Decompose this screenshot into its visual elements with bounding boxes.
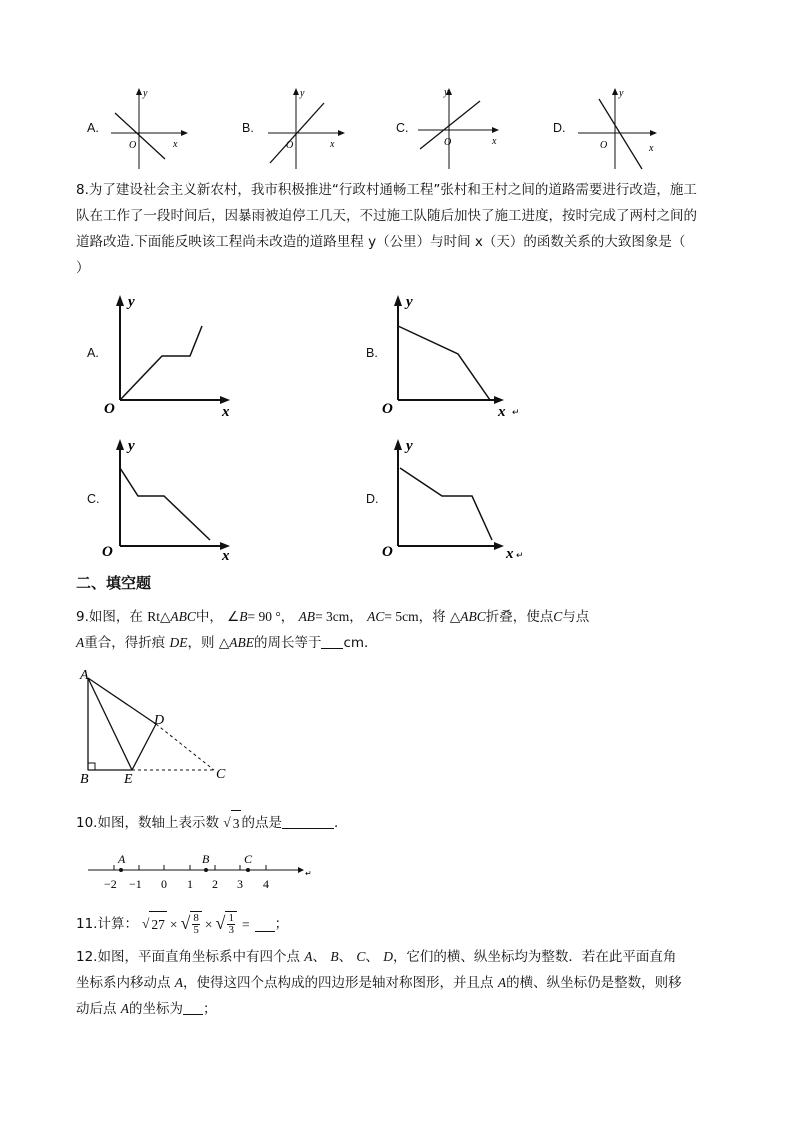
- q9-line-2: [76, 630, 378, 656]
- q9-deg: = 90 °: [247, 609, 281, 624]
- q7-b-origin-label: O: [286, 140, 294, 151]
- q11-frac2-den: 3: [228, 923, 234, 936]
- q10-line: [76, 810, 347, 836]
- q9-mid: 中，: [195, 609, 223, 625]
- q8-d-polyline: [400, 468, 492, 540]
- q8-option-c-graph: [100, 434, 250, 564]
- q11-prefix: 11.计算：: [76, 915, 138, 932]
- q11-frac1-num: 8: [193, 911, 199, 924]
- q8-option-b-graph: [378, 290, 528, 420]
- q9-fig-label-a: A: [80, 668, 89, 683]
- q7-c-y-label: y: [444, 87, 449, 98]
- q8-d-y-label: y: [406, 438, 413, 454]
- q7-option-d-label: D.: [553, 121, 566, 135]
- q9-prefix: 9.如图，在: [76, 609, 143, 625]
- q11-sqrt-2: √ $\frac{8}{5}$: [181, 911, 202, 937]
- q12-d: D: [383, 949, 393, 964]
- q12-line-2: [76, 970, 682, 996]
- q7-d-line: [599, 99, 642, 169]
- q12-a3: A: [497, 975, 507, 990]
- q12-line3-b: 的坐标为: [129, 1001, 184, 1017]
- q8-line-3: 道路改造.下面能反映该工程尚未改造的道路里程 y（公里）与时间 x（天）的函数关系的大致图象是（: [76, 234, 686, 250]
- q12-a: A: [304, 949, 313, 964]
- q11-end: ；: [274, 915, 289, 932]
- numline-point-a: [119, 868, 123, 872]
- q12-line2-b: ，使得这四个点构成的四边形是轴对称图形，并且点: [183, 975, 494, 991]
- q7-option-c-label: C.: [396, 121, 409, 135]
- q9-line2-a: A: [76, 635, 85, 650]
- q8-d-suffix: ↵: [516, 550, 524, 560]
- q12-sep-1: 、: [312, 949, 327, 965]
- q9-yu: 与点: [562, 609, 590, 625]
- q9-ac: AC: [367, 609, 385, 624]
- q7-d-origin-label: O: [600, 140, 608, 151]
- q7-a-y-label: y: [143, 88, 148, 99]
- q8-a-y-label: y: [128, 294, 135, 310]
- q9-abc-2: ABC: [460, 609, 486, 624]
- q9-b: B: [239, 609, 248, 624]
- q11-radicand-1: 27: [149, 911, 167, 937]
- q12-line-1: [76, 944, 676, 970]
- q8-a-origin-label: O: [104, 401, 115, 417]
- numline-point-b: [204, 868, 208, 872]
- q9-rt: Rt: [147, 609, 160, 624]
- q8-option-b-label: B.: [366, 346, 378, 360]
- q7-option-c-graph: [412, 85, 502, 175]
- q8-d-x-label: x: [506, 546, 514, 562]
- q9-perimeter: 的周长等于: [253, 635, 322, 651]
- numline-label-a: A: [118, 852, 126, 866]
- q9-jiang: ，将: [418, 609, 446, 625]
- numline-tick-1: 1: [187, 877, 193, 891]
- numline-end-mark: ↵: [305, 869, 312, 878]
- q11-sqrt-1: √ 27: [142, 911, 167, 937]
- q12-line3-a: 动后点: [76, 1001, 117, 1017]
- q7-b-y-label: y: [300, 88, 305, 99]
- q9-line-1: [76, 604, 589, 630]
- q7-a-x-label: x: [173, 139, 178, 150]
- q9-comma-1: ，: [280, 609, 295, 625]
- q10-radicand: 3: [231, 810, 242, 836]
- q8-c-x-label: x: [222, 548, 230, 564]
- q8-option-a-graph: [100, 290, 250, 420]
- section-title: 二、填空题: [76, 574, 152, 592]
- q9-triangle-1: △: [159, 609, 171, 625]
- q8-c-polyline: [120, 468, 210, 540]
- q9-angle: ∠: [227, 609, 240, 625]
- q8-b-y-label: y: [406, 294, 413, 310]
- q9-c: C: [553, 609, 563, 624]
- q12-sep-2: 、: [338, 949, 353, 965]
- q12-line2-a: 坐标系内移动点: [76, 975, 171, 991]
- q11-times-2: ×: [204, 916, 213, 932]
- q12-line1-b: ，它们的横、纵坐标均为整数．若在此平面直角: [392, 949, 677, 965]
- q7-d-x-label: x: [649, 143, 654, 154]
- q7-c-origin-label: O: [444, 137, 452, 148]
- q9-triangle-3: △: [218, 635, 230, 651]
- q8-option-a-label: A.: [87, 346, 99, 360]
- q9-fig-label-e: E: [124, 772, 133, 786]
- q11-eq: =: [241, 916, 250, 932]
- q10-answer-blank[interactable]: [282, 814, 334, 829]
- q9-triangle-figure: [76, 666, 236, 786]
- q9-line2-text: 重合，得折痕: [84, 635, 166, 651]
- q8-b-origin-label: O: [382, 401, 393, 417]
- q12-line1-a: 12.如图，平面直角坐标系中有四个点: [76, 949, 300, 965]
- q8-d-origin-label: O: [382, 544, 393, 560]
- q9-comma-2: ，: [349, 609, 363, 625]
- numline-point-c: [246, 868, 250, 872]
- q10-prefix: 10.如图，数轴上表示数: [76, 815, 219, 831]
- q8-line-2: 队在工作了一段时间后，因暴雨被迫停工几天，不过施工队随后加快了施工进度，按时完成了两村之间的: [76, 208, 697, 224]
- q11-sqrt-3: √ $\frac{1}{3}$: [216, 911, 237, 937]
- q7-a-origin-label: O: [129, 140, 137, 151]
- q12-answer-blank[interactable]: [183, 1000, 203, 1015]
- q9-ab: AB: [298, 609, 316, 624]
- q7-a-line: [115, 113, 165, 159]
- q11-frac2-num: 1: [228, 911, 234, 924]
- q12-line2-c: 的横、纵坐标仍是整数，则移: [506, 975, 682, 991]
- q9-fig-label-d: D: [154, 713, 165, 728]
- q9-ze: ，则: [187, 635, 215, 651]
- numline-tick-0: 0: [161, 877, 167, 891]
- q12-c: C: [356, 949, 366, 964]
- q9-triangle-2: △: [449, 609, 461, 625]
- q10-number-line: [86, 848, 316, 892]
- q7-option-a-graph: [105, 85, 190, 175]
- numline-tick-2: 2: [212, 877, 218, 891]
- q8-b-polyline: [398, 326, 490, 400]
- q8-c-origin-label: O: [102, 544, 113, 560]
- q11-answer-blank[interactable]: [255, 917, 275, 932]
- q8-line-4: ）: [76, 260, 90, 276]
- numline-tick-neg1: −1: [129, 877, 142, 891]
- q9-fig-label-c: C: [216, 767, 226, 782]
- q9-answer-blank[interactable]: [321, 634, 343, 649]
- q11-frac1-den: 5: [193, 923, 199, 936]
- q10-sqrt: √ 3: [223, 810, 241, 836]
- q8-a-x-label: x: [222, 404, 230, 420]
- q8-line-1: 8.为了建设社会主义新农村，我市积极推进“行政村通畅工程”张村和王村之间的道路需要进行改造，施工: [76, 182, 697, 198]
- q9-ac-val: = 5cm: [384, 609, 419, 624]
- q8-option-d-graph: [378, 434, 528, 564]
- numline-tick-3: 3: [237, 877, 243, 891]
- q12-a2: A: [174, 975, 184, 990]
- q12-line-3: [76, 996, 217, 1022]
- q9-fold: 折叠，使点: [485, 609, 554, 625]
- q11-times-1: ×: [169, 916, 178, 932]
- q12-line3-end: ；: [203, 1001, 217, 1017]
- q9-fig-label-b: B: [80, 772, 89, 786]
- q10-end: ．: [333, 815, 348, 831]
- q8-option-c-label: C.: [87, 492, 100, 506]
- q7-option-b-label: B.: [242, 121, 254, 135]
- q12-a4: A: [120, 1001, 130, 1016]
- q8-c-y-label: y: [128, 438, 135, 454]
- q7-option-a-label: A.: [87, 121, 99, 135]
- q9-ab-val: = 3cm: [315, 609, 350, 624]
- q9-abe: ABE: [229, 635, 254, 650]
- q7-c-x-label: x: [492, 136, 497, 147]
- q8-b-suffix: ↵: [512, 407, 520, 417]
- numline-tick-4: 4: [263, 877, 269, 891]
- q12-b: B: [330, 949, 339, 964]
- numline-label-b: B: [202, 852, 210, 866]
- q7-option-b-graph: [262, 85, 347, 175]
- numline-label-c: C: [244, 852, 253, 866]
- q12-sep-3: 、: [365, 949, 379, 965]
- q9-de: DE: [169, 635, 188, 650]
- q9-abc-1: ABC: [170, 609, 196, 624]
- q7-option-d-graph: [572, 85, 662, 175]
- q7-b-x-label: x: [330, 139, 335, 150]
- q11-line: [76, 910, 288, 938]
- q10-suffix: 的点是: [241, 815, 282, 831]
- q8-option-d-label: D.: [366, 492, 379, 506]
- q8-b-x-label: x: [498, 404, 506, 420]
- q8-a-polyline: [120, 326, 202, 400]
- q9-unit: cm．: [343, 635, 378, 651]
- numline-tick-neg2: −2: [104, 877, 117, 891]
- q7-d-y-label: y: [619, 88, 624, 99]
